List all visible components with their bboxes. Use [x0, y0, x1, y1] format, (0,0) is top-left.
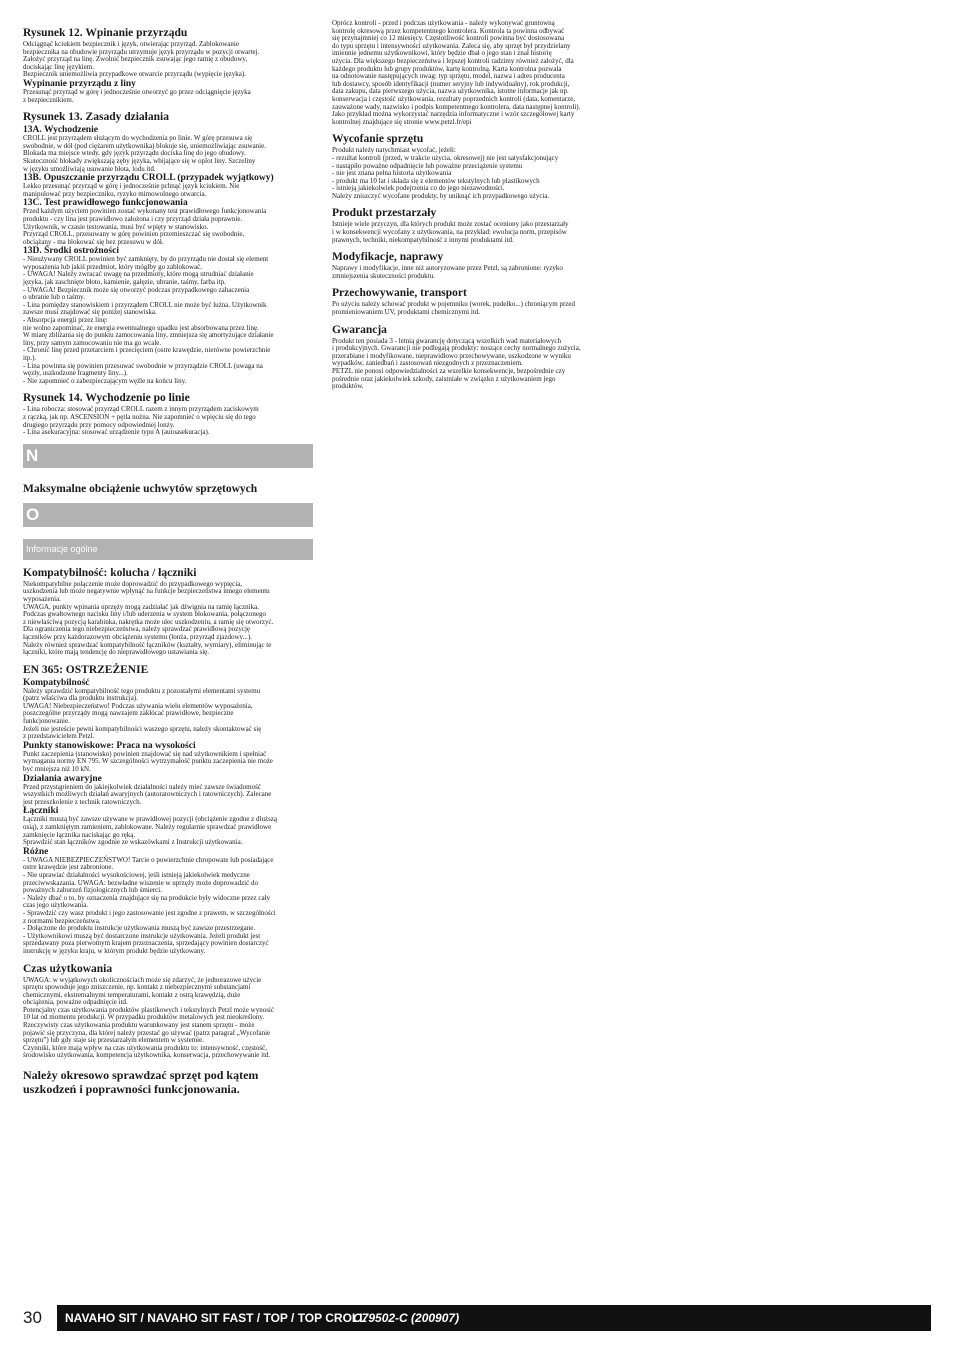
section — [332, 133, 622, 200]
section-title: Rysunek 13. Zasady działania — [23, 111, 169, 124]
subsection-title: 13C. Test prawidłowego funkcjonowania — [23, 198, 188, 209]
section — [332, 324, 622, 391]
section — [23, 664, 313, 956]
subsection-title: Kompatybilność — [23, 677, 90, 688]
body-paragraph: Przed przystąpieniem do jakiejkolwiek działalności należy mieć zawsze świadomość wszystkich możliwych działań awaryjnych (autoratowniczych i ratowniczych). Zalecane jest przeszkolenie z technik ratowniczych. — [23, 782, 272, 806]
body-paragraph: Oprócz kontroli - przed i podczas użytkowania - należy wykonywać gruntowną kontrolę okresową przez kompetentnego kontrolera. Kontrola ta powinna odbywać się przynajmniej co 12 miesięcy. Częstotliwość kontroli powinna być dostosowana do typu sprzętu i intensywności użytkowania. Zaleca się, aby sprzęt był przydzielany imiennie jednemu użytkownikowi, który będzie dbał o jego stan i znał historię użycia. Dla większego bezpieczeństwa i lepszej kontroli radzimy również założyć, dla każdego produktu lub grupy produktów, kartę kontrolną. Karta kontrolna pozwala na odnotowanie następujących uwag: typ sprzętu, model, nazwa i adres producenta lub dostawcy, sposób identyfikacji (numer seryjny lub indywidualny), rok produkcji, data zakupu, data pierwszego użycia, nazwa użytkownika, istotne informacje jak np. konserwacja i częstość użytkowania, rezultaty poprzednich kontroli (data, komentarze, zauważone wady, nazwisko i podpis kompetentnego kontrolera, data następnej kontroli). Jako przykład można wykorzystać narzędzia informatyczne i wzór szczegółowej karty kontrolnej znajdujące się stronie www.petzl.fr/epi — [332, 19, 581, 126]
max-load-title: Maksymalne obciążenie uchwytów sprzętowych — [23, 482, 258, 495]
section — [332, 287, 622, 316]
body-paragraph: CROLL jest przyrządem służącym do wychodzenia po linie. W górę przesuwa się swobodnie, w dół (pod ciężarem użytkownika) blokuje się, uniemożliwiając zsuwanie. Blokada ma miejsce wtedy, gdy język przyrządu dociska linę do jego obudowy. Skuteczność blokady zwiększają zęby języka, wbijające się w oplot liny. Szczeliny w języku umożliwiają usuwanie błota, lodu itd. — [23, 134, 266, 173]
section — [23, 392, 313, 436]
section — [23, 567, 313, 657]
body-paragraph: Istnieje wiele przyczyn, dla których produkt może zostać oceniony jako przestarzały i w konsekwencji wycofany z użytkowania, na przykład: ewolucja norm, przepisów prawnych, techniki, niekompatybilność z innymi produktami itd. — [332, 220, 569, 244]
body-paragraph: Przesunąć przyrząd w górę i jednocześnie otworzyć go przez odciągnięcie języka z bezpiecznikiem. — [23, 87, 251, 104]
body-paragraph: Lekko przesunąć przyrząd w górę i jednocześnie pchnąć język kciukiem. Nie manipulować przy bezpieczniku, ryzyko mimowolnego otwarcia. — [23, 182, 240, 198]
subsection-title: 13A. Wychodzenie — [23, 125, 98, 136]
footer-product-title: NAVAHO SIT / NAVAHO SIT FAST / TOP / TOP CROLL — [65, 1311, 367, 1325]
subsection-title: Punkty stanowiskowe: Praca na wysokości — [23, 740, 196, 751]
section — [23, 111, 313, 385]
section — [332, 251, 622, 280]
page-footer — [23, 1305, 931, 1331]
section-title: Przechowywanie, transport — [332, 287, 467, 300]
body-paragraph: Punkt zaczepienia (stanowisko) powinien znajdować się nad użytkownikiem i spełniać wymagania normy EN 795. W szczególności wytrzymałość punktu zaczepienia nie może być mniejsza niż 10 kN. — [23, 749, 273, 774]
body-paragraph: Naprawy i modyfikacje, inne niż autoryzowane przez Petzl, są zabronione: ryzyko zmniejszenia skuteczności produktu. — [332, 264, 563, 280]
body-paragraph: Po użyciu należy schować produkt w pojemniku (worek, pudełko...) chroniącym przed promieniowaniem UV, produktami chemicznymi itd. — [332, 300, 575, 317]
section — [23, 27, 313, 104]
body-paragraph: - Nieużywany CROLL powinien być zamknięty, by do przyrządu nie dostał się element wyposażenia lub jakiś przedmiot, który mógłby go zablokować. - UWAGA! Należy zwracać uwagę na przedmioty, które mogą utrudniać działanie języka, jak zaschnięte błoto, kamienie, gałęzie, ubranie, taśmy, farba itp. - UWAGA! Bezpiecznik może się otworzyć podczas przypadkowego zahaczenia o ubranie lub o taśmy. - Lina pomiędzy stanowiskiem i przyrządem CROLL nie może być luźna. Użytkownik zawsze musi znajdować się poniżej stanowiska. - Absorpcja energii przez linę: nie wolno zapominać, że energia ewentualnego upadku jest absorbowana przez linę. W miarę zbliżania się do punktu zamocowania liny, zmniejsza się amortyzujące działanie liny, przy samym zamocowaniu nie ma go wcale. - Chronić linę przed przetarciem i przecięciem (ostre krawędzie, nierówne powierzchnie itp.). - Lina powinna się powinien przesuwać swobodnie w przyrządzie CROLL (uwaga na węzły, uszkodzone fragmenty liny...). - Nie zapomnieć o zabezpieczającym węźle na końcu liny. — [23, 255, 274, 385]
section — [332, 20, 622, 126]
left-sections-bottom — [23, 567, 313, 1060]
body-paragraph: - UWAGA NIEBEZPIECZEŃSTWO! Tarcie o powierzchnie chropowate lub posiadające ostre krawędzie jest zabronione. - Nie uprawiać działalności wysokościowej, jeśli istnieją jakiekolwiek medyczne przeciwwskazania. UWAGA: bezwładne wiszenie w uprzęży może doprowadzić do poważnych zaburzeń fizjologicznych lub śmierci. - Należy dbać o to, by oznaczenia znajdujące się na produkcie były widoczne przez cały czas jego użytkowania. - Sprawdzić czy wasz produkt i jego zastosowanie jest zgodne z prawem, w szczególności z normami bezpieczeństwa. - Dołączone do produktu instrukcje użytkowania muszą być zawsze przestrzegane. - Użytkownikowi muszą być dostarczone instrukcje użytkowania. Jeżeli produkt jest sprzedawany poza pierwotnym krajem przeznaczenia, sprzedający powinien dostarczyć instrukcję w języku kraju, w którym produkt będzie użytkowany. — [23, 855, 276, 955]
body-paragraph: Przed każdym użyciem powinien zostać wykonany test prawidłowego funkcjonowania produktu - czy lina jest prawidłowo założona i czy przyrząd działa poprawnie. Użytkownik, w czasie testowania, musi być wpięty w stanowisko. Przyrząd CROLL, przesuwany w górę powinien przemieszczać się swobodnie, obciążany - ma blokować się bez przesuwu w dół. — [23, 207, 267, 246]
section — [332, 207, 622, 244]
section-band-n: N — [23, 444, 313, 468]
section-title: EN 365: OSTRZEŻENIE — [23, 663, 149, 676]
footer-document-code: C79502-C (200907) — [353, 1311, 460, 1325]
section-title: Czas użytkowania — [23, 962, 113, 975]
section-title: Gwarancja — [332, 323, 387, 336]
body-paragraph: Produkt należy natychmiast wycofać, jeżeli: - rezultat kontroli (przed, w trakcie użycia, okresowej) nie jest satysfakcjonujący - nastąpiło poważne odpadnięcie lub poważne przeciążenie systemu - nie jest znana pełna historia użytkowania - produkt ma 10 lat i składa się z elementów tekstylnych lub plastikowych - istnieją jakiekolwiek podejrzenia co do jego niezawodności. Należy zniszczyć wycofane produkty, by uniknąć ich przypadkowego użycia. — [332, 146, 559, 200]
section-title: Produkt przestarzały — [332, 207, 437, 220]
section-band-o: O — [23, 503, 313, 527]
body-paragraph: - Lina robocza: stosować przyrząd CROLL razem z innym przyrządem zaciskowym z rączką, jak np. ASCENSION + pętla nożna. Nie zapomnieć o wpięciu się do tego drugiego przyrządu przy pomocy odpowiedniej lonży. - Lina asekuracyjna: stosować urządzenie typu A (autoasekuracja). — [23, 405, 259, 437]
left-column — [23, 20, 313, 1096]
subsection-title: Wypinanie przyrządu z liny — [23, 78, 136, 89]
body-paragraph: Produkt ten posiada 3 - letnią gwarancję dotyczącą wszelkich wad materiałowych i produkcyjnych. Gwarancji nie podlegają produkty: noszące cechy normalnego zużycia, przerabiane i modyfikowane, nieprawidłowo przechowywane, uszkodzone w wyniku wypadków, zaniedbań i zastosowań niezgodnych z przeznaczeniem. PETZL nie ponosi odpowiedzialności za wszelkie konsekwencje, bezpośrednie czy pośrednie oraz jakiekolwiek szkody, zaistniałe w związku z użytkowaniem jego produktów. — [332, 336, 581, 391]
right-column — [332, 20, 622, 391]
section — [23, 963, 313, 1061]
section-title: Rysunek 12. Wpinanie przyrządu — [23, 27, 188, 39]
body-paragraph: Odciągnąć kciukiem bezpiecznik i język, otwierając przyrząd. Zablokowanie bezpiecznika na obudowie przyrządu utrzymuje język przyrządu w pozycji otwartej. Założyć przyrząd na linę. Zwolnić bezpiecznik zsuwając jego ramię z obudowy, dociskając linę językiem. Bezpiecznik uniemożliwia przypadkowe otwarcie przyrządu (wypięcie języka). — [23, 40, 260, 79]
general-info-band: Informacje ogólne — [23, 539, 313, 560]
section-title: Rysunek 14. Wychodzenie po linie — [23, 392, 190, 405]
subsection-title: Działania awaryjne — [23, 773, 102, 784]
body-paragraph: UWAGA: w wyjątkowych okolicznościach może się zdarzyć, że jednorazowe użycie sprzętu spowoduje jego zniszczenie, np. kontakt z niebezpiecznymi substancjami chemicznymi, ekstremalnymi temperaturami, kontakt z ostrą krawędzią, duże obciążenia, poważne odpadnięcie itd. Potencjalny czas użytkowania produktów plastikowych i tekstylnych Petzl może wynosić 10 lat od momentu produkcji. W przypadku produktów metalowych jest nieokreślony. Rzeczywisty czas użytkowania produktu warunkowany jest stanem sprzętu - może pojawić się przyczyna, dla której należy przestać go używać (patrz paragraf „Wycofanie sprzętu”) lub gdy staje się przestarzałym elementem w systemie. Czynniki, które mają wpływ na czas użytkowania produktu to: intensywność, częstość, środowisko użytkowania, kompetencja użytkownika, konserwacja, przechowywanie itd. — [23, 975, 274, 1060]
page-number: 30 — [23, 1308, 42, 1327]
body-paragraph: Łączniki muszą być zawsze używane w prawidłowej pozycji (obciążenie zgodne z dłuższą osią), z zamkniętym ramieniem, zablokowane. Należy regularnie sprawdzać prawidłowe zamknięcie łącznika naciskając go ręką. Sprawdzić stan łączników zgodnie ze wskazówkami z Instrukcji użytkowania. — [23, 815, 278, 847]
section-title: Wycofanie sprzętu — [332, 133, 424, 146]
subsection-title: Łączniki — [23, 806, 59, 817]
subsection-title: 13B. Opuszczanie przyrządu CROLL (przypadek wyjątkowy) — [23, 173, 274, 184]
final-note: Należy okresowo sprawdzać sprzęt pod kątem uszkodzeń i poprawności funkcjonowania. — [23, 1068, 259, 1097]
subsection-title: Różne — [23, 846, 49, 857]
footer-bar — [57, 1305, 931, 1331]
body-paragraph: Należy sprawdzić kompatybilność tego produktu z pozostałymi elementami systemu (patrz właściwa dla produktu instrukcja). UWAGA! Niebezpieczeństwo! Podczas używania wielu elementów wyposażenia, poszczególne przyrządy mogą nawzajem zakłócać prawidłowe, bezpieczne funkcjonowanie. Jeżeli nie jesteście pewni kompatybilności waszego sprzętu, należy skontaktować się z przedstawicielem Petzl. — [23, 686, 262, 741]
body-paragraph: Niekompatybilne połączenie może doprowadzić do przypadkowego wypięcia, uszkodzenia lub może negatywnie wpłynąć na funkcje bezpieczeństwa innego elementu wyposażenia. UWAGA, punkty wpinania uprzęży mogą zadziałać jak dźwignia na ramię łącznika. Podczas gwałtownego nacisku liny i/lub uderzenia w system blokowania, połączonego z niewłaściwą pozycją karabinka, nakrętka może ulec uszkodzeniu, a ramię się otworzyć. Dla ograniczenia tego niebezpieczeństwa, należy sprawdzać prawidłową pozycję łączników przy każdorazowym obciążeniu systemu (lonża, przyrząd zjazdowy...). Należy również sprawdzać kompatybilność łączników (kształty, wymiary), eliminując te łączniki, które mają tendencję do nieprawidłowego ustawiania się. — [23, 579, 274, 657]
section-title: Kompatybilność: kolucha / łączniki — [23, 566, 197, 579]
subsection-title: 13D. Środki ostrożności — [23, 246, 119, 257]
left-sections-top — [23, 27, 313, 437]
section-title: Modyfikacje, naprawy — [332, 251, 444, 264]
